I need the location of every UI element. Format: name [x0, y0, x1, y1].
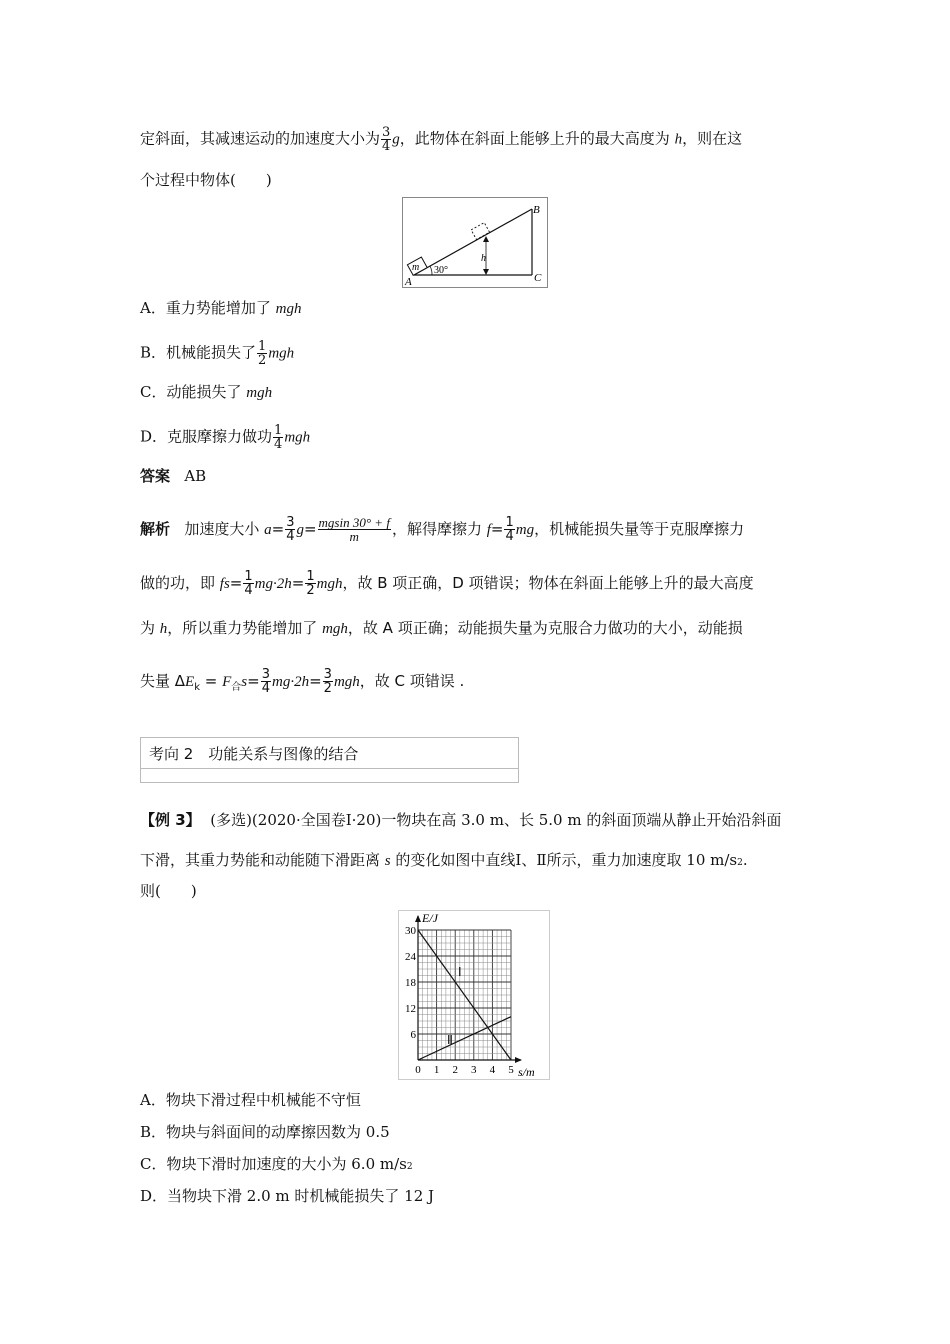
- label-B: B: [533, 204, 540, 216]
- q1-stem-text-b: ，此物体在斜面上能够上升的最大高度为: [399, 129, 675, 148]
- ex3-option-c-letter: C．: [140, 1155, 167, 1173]
- q1-option-c: [140, 382, 272, 403]
- line-I-label: Ⅰ: [458, 965, 462, 979]
- q1-option-b: [140, 340, 294, 367]
- analysis-l4-text-b: ，故 C 项错误 .: [359, 672, 465, 690]
- q1-stem-fraction: [381, 126, 391, 153]
- analysis-l2-frac2: [305, 570, 315, 597]
- analysis-l2-eq2: =: [291, 574, 305, 592]
- analysis-l4-frac1: [261, 668, 271, 695]
- label-angle: 30°: [434, 265, 448, 276]
- analysis-l1-mg: mg: [515, 522, 535, 538]
- label-A: A: [405, 276, 412, 288]
- q1-option-c-math: mgh: [246, 385, 273, 401]
- example3-l2-text-a: 下滑，其重力势能和动能随下滑距离: [140, 851, 385, 869]
- analysis-l4-eq3: =: [309, 672, 322, 690]
- analysis-l2-frac1-den: 4: [244, 583, 253, 598]
- analysis-l2-text-a: 做的功，即: [140, 574, 220, 592]
- ex3-option-c-text: 物块下滑时加速度的大小为 6.0 m/s: [166, 1155, 407, 1173]
- analysis-l4-he: 合: [231, 682, 242, 693]
- y-tick-label: 30: [405, 925, 416, 937]
- q1-option-d-num: 1: [274, 423, 283, 438]
- ex3-option-a-letter: A．: [140, 1091, 166, 1109]
- ex3-option-c: [140, 1154, 413, 1177]
- analysis-l4-frac2: [323, 668, 333, 695]
- q1-option-d-fraction: [273, 424, 283, 451]
- analysis-l2-fs: fs: [219, 576, 230, 592]
- example3-l1-text: (多选)(2020·全国卷Ⅰ·20)一物块在高 3.0 m、长 5.0 m 的斜面顶端从静止开始沿斜面: [210, 811, 782, 829]
- analysis-l1-eq3: =: [490, 520, 504, 538]
- y-tick-label: 24: [405, 951, 416, 963]
- example3-line3: 则( ): [140, 882, 197, 900]
- analysis-l3-mgh: mgh: [322, 621, 348, 637]
- q1-option-d-letter: D．: [140, 427, 168, 446]
- analysis-l2-eq: =: [229, 574, 243, 592]
- analysis-l1-frac2: [318, 516, 391, 543]
- ex3-option-d: [140, 1186, 434, 1206]
- analysis-label: 解析: [140, 520, 171, 538]
- x-tick-label: 3: [471, 1064, 477, 1076]
- q1-stem-text-c: ，则在这: [682, 129, 743, 148]
- x-tick-label: 4: [489, 1064, 496, 1076]
- analysis-l2-frac1-num: 1: [244, 569, 253, 584]
- y-tick-label: 6: [410, 1029, 416, 1041]
- example3-l2-sup: 2: [737, 858, 743, 868]
- analysis-l4-s: s: [241, 674, 248, 690]
- section-divider: [141, 768, 518, 769]
- analysis-l4-text-a: 失量 Δ: [140, 672, 186, 690]
- q1-stem-g: g: [392, 131, 400, 148]
- analysis-l1-eq: =: [271, 520, 285, 538]
- analysis-l1-frac3-num: 1: [505, 515, 514, 530]
- ex3-option-d-text: 当物块下滑 2.0 m 时机械能损失了 12 J: [167, 1187, 435, 1205]
- x-tick-label: 1: [433, 1064, 440, 1076]
- analysis-l2-frac2-den: 2: [306, 583, 315, 598]
- analysis-l4-F: F: [222, 674, 232, 690]
- analysis-l1-frac3-den: 4: [505, 529, 514, 544]
- analysis-l1-eq2: =: [303, 520, 317, 538]
- ex3-option-b-letter: B．: [140, 1123, 167, 1141]
- analysis-l4-frac2-den: 2: [323, 681, 332, 696]
- analysis-l1-frac3: [504, 516, 514, 543]
- analysis-line1: [140, 516, 744, 543]
- x-tick-label: 5: [508, 1064, 514, 1076]
- analysis-l4-k: k: [194, 682, 200, 693]
- example3-l2-text-c: .: [742, 851, 748, 869]
- q1-stem-line1: [140, 126, 742, 153]
- line-II-label: Ⅱ: [447, 1033, 453, 1047]
- example3-l2-s: s: [384, 853, 391, 869]
- q1-option-b-letter: B．: [140, 343, 167, 362]
- analysis-line2: [140, 570, 754, 597]
- q1-answer: [140, 466, 206, 486]
- analysis-l4-mgh: mgh: [333, 674, 360, 690]
- y-tick-label: 18: [405, 977, 416, 989]
- q1-stem-h: h: [674, 131, 683, 148]
- q1-stem-frac-den: 4: [382, 139, 391, 154]
- analysis-l2-frac2-num: 1: [306, 569, 315, 584]
- ex3-option-d-letter: D．: [140, 1187, 168, 1205]
- analysis-l1-g: g: [296, 522, 304, 538]
- q1-option-d-math: mgh: [284, 429, 311, 446]
- energy-graph: [398, 910, 550, 1080]
- analysis-l4-eq2: =: [247, 672, 260, 690]
- analysis-l1-a-var: a: [264, 522, 272, 538]
- analysis-l3-text-b: ，所以重力势能增加了: [167, 619, 323, 637]
- q1-option-b-den: 2: [258, 353, 267, 368]
- incline-figure-frame: [403, 198, 548, 288]
- q1-option-b-math: mgh: [268, 345, 295, 362]
- x-axis-label: s/m: [518, 1065, 535, 1079]
- q1-stem-line2: 个过程中物体( ): [140, 171, 272, 189]
- analysis-l4-frac1-num: 3: [261, 667, 270, 682]
- analysis-l4-mg2h: mg·2h: [271, 674, 310, 690]
- q1-option-d: [140, 424, 310, 451]
- ex3-option-b: [140, 1122, 390, 1142]
- analysis-l2-mg2h: mg·2h: [254, 576, 292, 592]
- analysis-l1-frac2-den: m: [349, 529, 359, 544]
- q1-option-a-text: 重力势能增加了: [165, 299, 276, 317]
- ex3-option-c-sup: 2: [406, 1162, 413, 1172]
- q1-option-a-math: mgh: [275, 301, 302, 317]
- analysis-l4-eq: =: [200, 672, 223, 690]
- analysis-l3-text-c: ，故 A 项正确；动能损失量为克服合力做功的大小，动能损: [347, 619, 743, 637]
- ex3-option-a-text: 物块下滑过程中机械能不守恒: [165, 1091, 361, 1109]
- q1-option-b-text: 机械能损失了: [166, 343, 257, 362]
- q1-stem-text-a: 定斜面，其减速运动的加速度大小为: [140, 129, 381, 148]
- analysis-l1-text-b: ，解得摩擦力: [391, 520, 487, 538]
- example3-line2: [140, 850, 748, 873]
- analysis-l4-frac2-num: 3: [323, 667, 332, 682]
- analysis-l4-E: E: [185, 674, 195, 690]
- q1-option-b-fraction: [257, 340, 267, 367]
- q1-stem-frac-num: 3: [382, 125, 391, 140]
- analysis-l1-frac1-den: 4: [286, 529, 295, 544]
- q1-option-c-text: 动能损失了: [166, 383, 247, 401]
- analysis-l1-frac1-num: 3: [286, 515, 295, 530]
- analysis-l1-frac2-num: mgsin 30° + f: [318, 515, 390, 530]
- q1-option-d-den: 4: [274, 437, 283, 452]
- example3-line1: [140, 810, 781, 830]
- section-title: 考向 2 功能关系与图像的结合: [149, 745, 359, 763]
- analysis-l2-mgh: mgh: [316, 576, 343, 592]
- x-tick-label: 0: [415, 1064, 421, 1076]
- q1-option-b-num: 1: [258, 339, 267, 354]
- analysis-line3: [140, 618, 743, 639]
- analysis-l3-h: h: [159, 621, 168, 637]
- analysis-l3-text-a: 为: [140, 619, 160, 637]
- answer-value: AB: [184, 467, 207, 485]
- analysis-l1-frac1: [285, 516, 295, 543]
- analysis-l1-text-a: 加速度大小: [184, 520, 265, 538]
- label-h: h: [481, 253, 486, 264]
- incline-figure: [402, 197, 548, 288]
- ex3-option-a: [140, 1090, 361, 1110]
- x-tick-label: 2: [452, 1064, 458, 1076]
- ex3-option-b-text: 物块与斜面间的动摩擦因数为 0.5: [166, 1123, 390, 1141]
- q1-option-d-text: 克服摩擦力做功: [167, 427, 273, 446]
- example3-l2-text-b: 的变化如图中直线Ⅰ、Ⅱ所示，重力加速度取 10 m/s: [390, 851, 738, 869]
- section-box: [140, 737, 519, 783]
- y-axis-label: E/J: [422, 911, 438, 925]
- answer-label: 答案: [140, 467, 171, 485]
- example3-tag: 【例 3】: [140, 811, 201, 829]
- analysis-l4-frac1-den: 4: [261, 681, 270, 696]
- q1-option-c-letter: C．: [140, 383, 167, 401]
- analysis-l1-f: f: [486, 522, 491, 538]
- analysis-l2-text-b: ，故 B 项正确，D 项错误；物体在斜面上能够上升的最大高度: [342, 574, 754, 592]
- q1-option-a: [140, 298, 301, 319]
- q1-option-a-letter: A．: [140, 299, 166, 317]
- y-tick-label: 12: [405, 1003, 416, 1015]
- analysis-line4: [140, 668, 464, 698]
- analysis-l1-text-c: ，机械能损失量等于克服摩擦力: [534, 520, 745, 538]
- label-C: C: [534, 272, 542, 284]
- analysis-l2-frac1: [243, 570, 253, 597]
- label-m: m: [412, 262, 420, 273]
